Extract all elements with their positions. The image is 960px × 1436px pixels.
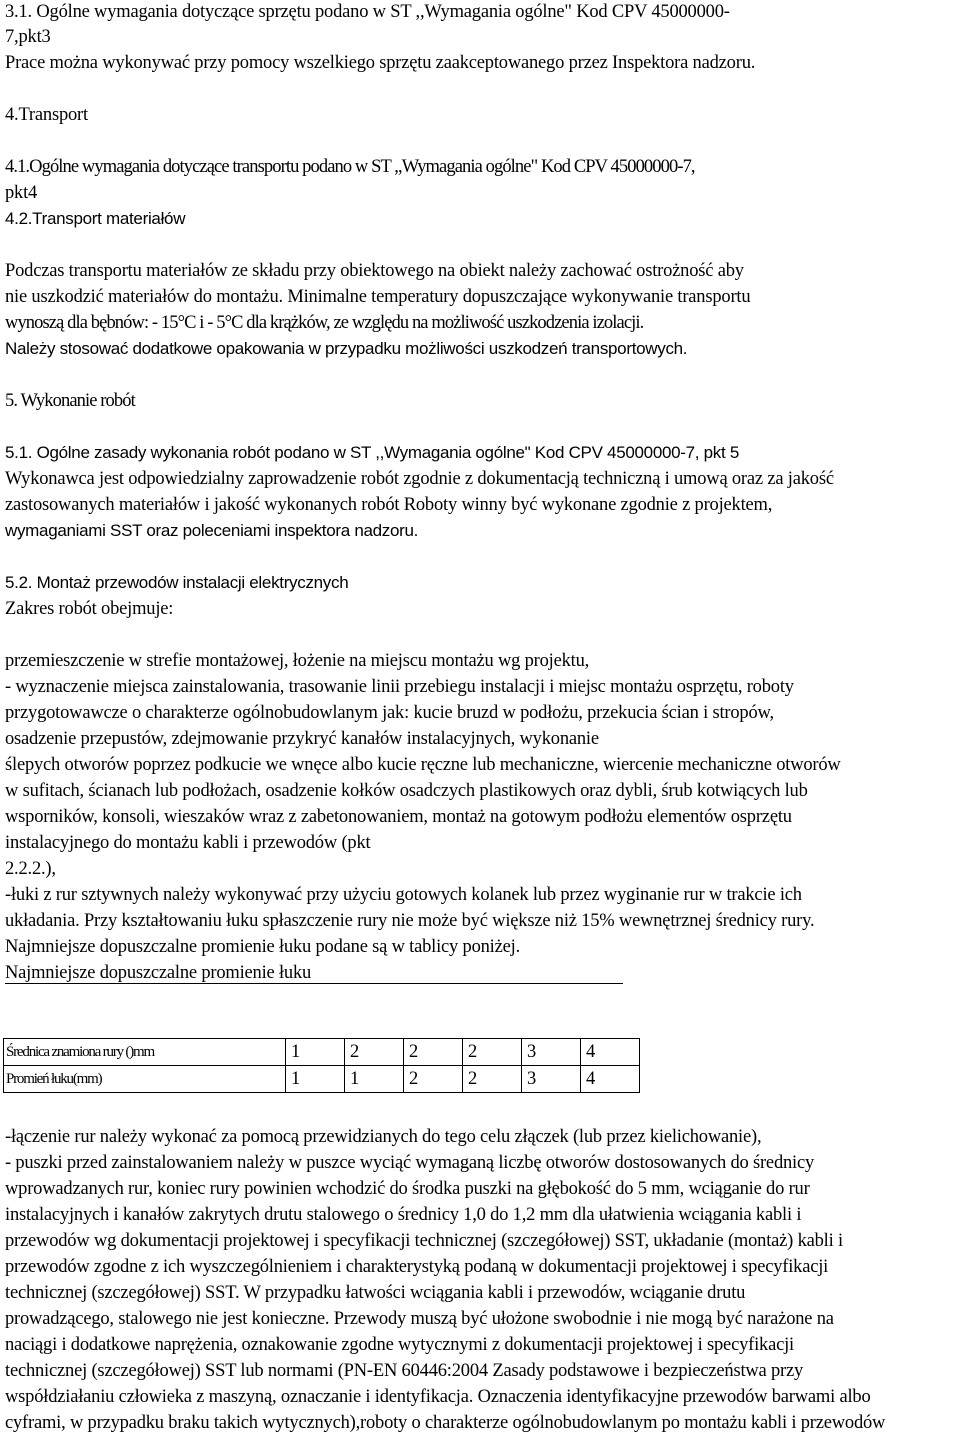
joints-line-10: technicznej (szczegółowej) SST lub normami (PN-EN 60446:2004 Zasady podstawowe i bezpieczeństwa przy [5, 1361, 804, 1381]
transport-paragraph-line-1: Podczas transportu materiałów ze składu przy obiektowego na obiekt należy zachować ostrożność aby [5, 261, 744, 281]
scope-line-9: 2.2.2.), [5, 859, 56, 879]
transport-paragraph-line-3: wynoszą dla bębnów: - 15°C i - 5°C dla krążków, ze względu na możliwość uszkodzenia izolacji. [5, 313, 644, 333]
scope-line-4: osadzenie przepustów, zdejmowanie przykryć kanałów instalacyjnych, wykonanie [5, 729, 599, 749]
bend-radius-table [3, 1038, 640, 1093]
heading-4-2: 4.2.Transport materiałów [5, 209, 186, 228]
section-5-1-line-4: wymaganiami SST oraz poleceniami inspektora nadzoru. [5, 521, 419, 540]
joints-line-6: przewodów zgodne z ich wyszczególnieniem i charakterystyką podaną w dokumentacji projektowej i specyfikacji [5, 1257, 829, 1277]
scope-line-8: instalacyjnego do montażu kabli i przewodów (pkt [5, 833, 371, 853]
caption-rule [5, 983, 623, 984]
joints-line-2: - puszki przed zainstalowaniem należy w puszce wyciąć wymaganą liczbę otworów dostosowanych do średnicy [5, 1153, 815, 1173]
scope-line-5: ślepych otworów poprzez podkucie we wnęce albo kucie ręczne lub mechaniczne, wiercenie mechaniczne otworów [5, 755, 841, 775]
scope-line-3: przygotowawcze o charakterze ogólnobudowlanym jak: kucie bruzd w podłożu, przekucia ścian i stropów, [5, 703, 774, 723]
table-cell: 2 [404, 1066, 463, 1093]
table-caption: Najmniejsze dopuszczalne promienie łuku [5, 963, 312, 983]
table-cell: 4 [581, 1039, 640, 1066]
table-cell: 1 [286, 1039, 345, 1066]
section-4-1-line-1: 4.1.Ogólne wymagania dotyczące transportu podano w ST ,,Wymagania ogólne" Kod CPV 45000000-7, [5, 157, 695, 177]
equipment-paragraph: Prace można wykonywać przy pomocy wszelkiego sprzętu zaakceptowanego przez Inspektora nadzoru. [5, 53, 756, 73]
table-row [4, 1066, 640, 1093]
bends-line-3: Najmniejsze dopuszczalne promienie łuku podane są w tablicy poniżej. [5, 937, 521, 957]
heading-5-wykonanie: 5. Wykonanie robót [5, 391, 135, 411]
bends-line-2: układania. Przy kształtowaniu łuku spłaszczenie rury nie może być większe niż 15% wewnętrznej średnicy rury. [5, 911, 815, 931]
table-cell: 2 [345, 1039, 404, 1066]
scope-label: Zakres robót obejmuje: [5, 599, 174, 619]
joints-line-7: technicznej (szczegółowej) SST. W przypadku łatwości wciągania kabli i przewodów, wciąganie drutu [5, 1283, 746, 1303]
table-cell: 3 [522, 1066, 581, 1093]
transport-paragraph-line-4: Należy stosować dodatkowe opakowania w przypadku możliwości uszkodzeń transportowych. [5, 339, 688, 358]
scope-line-7: wsporników, konsoli, wieszaków wraz z zabetonowaniem, montaż na gotowym podłożu elementów osprzętu [5, 807, 792, 827]
bends-line-1: -łuki z rur sztywnych należy wykonywać przy użyciu gotowych kolanek lub przez wyginanie rur w trakcie ich [5, 885, 802, 905]
table-cell: 1 [286, 1066, 345, 1093]
scope-line-1: przemieszczenie w strefie montażowej, łożenie na miejscu montażu wg projektu, [5, 651, 590, 671]
table-row [4, 1039, 640, 1066]
joints-line-11: współdziałaniu człowieka z maszyną, oznaczanie i identyfikacja. Oznaczenia identyfikacyjne przewodów barwami albo [5, 1387, 871, 1407]
section-5-1-line-2: Wykonawca jest odpowiedzialny zaprowadzenie robót zgodnie z dokumentacją techniczną i umową oraz za jakość [5, 469, 834, 489]
joints-line-9: naciągi i dodatkowe naprężenia, oznakowanie zgodne wytycznymi z dokumentacji projektowej i specyfikacji [5, 1335, 794, 1355]
joints-line-3: wprowadzanych rur, koniec rury powinien wchodzić do środka puszki na głębokość do 5 mm, wciąganie do rur [5, 1179, 810, 1199]
joints-line-5: przewodów wg dokumentacji projektowej i specyfikacji technicznej (szczegółowej) SST, układanie (montaż) kabli i [5, 1231, 843, 1251]
joints-line-1: -łączenie rur należy wykonać za pomocą przewidzianych do tego celu złączek (lub przez kielichowanie), [5, 1127, 762, 1147]
transport-paragraph-line-2: nie uszkodzić materiałów do montażu. Minimalne temperatury dopuszczające wykonywanie transportu [5, 287, 751, 307]
joints-line-8: prowadzącego, stalowego nie jest konieczne. Przewody muszą być ułożone swobodnie i nie mogą być narażone na [5, 1309, 834, 1329]
joints-line-12: cyframi, w przypadku braku takich wytycznych),roboty o charakterze ogólnobudowlanym po montażu kabli i przewodów [5, 1413, 886, 1433]
scope-line-6: w sufitach, ścianach lub podłożach, osadzenie kołków osadczych plastikowych oraz dybli, śrub kotwiących lub [5, 781, 808, 801]
section-5-1-line-3: zastosowanych materiałów i jakość wykonanych robót Roboty winny być wykonane zgodnie z projektem, [5, 495, 773, 515]
scope-line-2: - wyznaczenie miejsca zainstalowania, trasowanie linii przebiegu instalacji i miejsc montażu osprzętu, roboty [5, 677, 794, 697]
section-5-1-line-1: 5.1. Ogólne zasady wykonania robót podano w ST ,,Wymagania ogólne" Kod CPV 45000000-7, pkt 5 [5, 443, 740, 462]
table-cell: 1 [345, 1066, 404, 1093]
heading-5-2: 5.2. Montaż przewodów instalacji elektrycznych [5, 573, 349, 592]
section-3-1-line-2: 7,pkt3 [5, 27, 51, 47]
table-cell: 2 [463, 1066, 522, 1093]
table-row-label: Promień łuku(mm) [4, 1066, 286, 1093]
table-row-label: Średnica znamiona rury ()mm [4, 1039, 286, 1066]
table-cell: 2 [463, 1039, 522, 1066]
table-cell: 3 [522, 1039, 581, 1066]
table-cell: 4 [581, 1066, 640, 1093]
section-4-1-line-2: pkt4 [5, 183, 38, 203]
table-cell: 2 [404, 1039, 463, 1066]
joints-line-4: instalacyjnych i kanałów zakrytych drutu stalowego o średnicy 1,0 do 1,2 mm dla ułatwienia wciągania kabli i [5, 1205, 802, 1225]
heading-4-transport: 4.Transport [5, 105, 88, 125]
section-3-1-line-1: 3.1. Ogólne wymagania dotyczące sprzętu podano w ST ,,Wymagania ogólne" Kod CPV 45000000- [5, 2, 730, 22]
